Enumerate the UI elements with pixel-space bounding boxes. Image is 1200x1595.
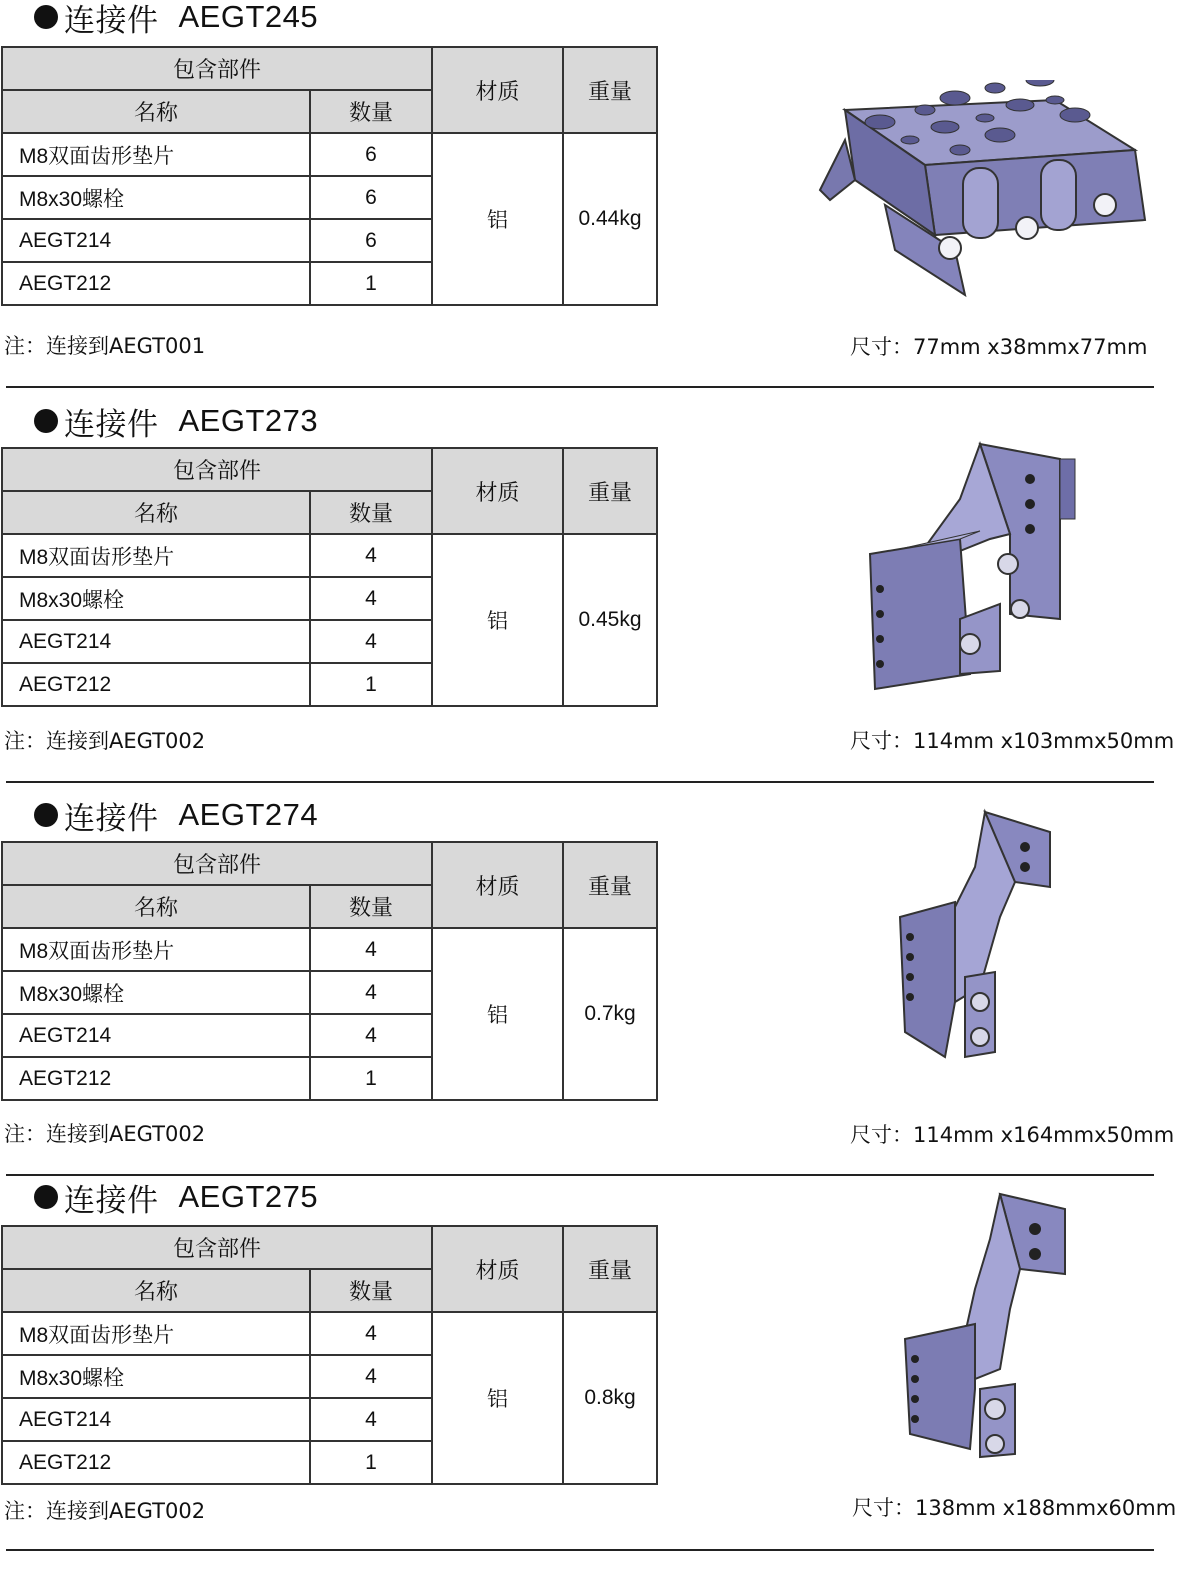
product-illustration-aegt274 bbox=[885, 807, 1065, 1067]
header-material: 材质 bbox=[432, 448, 563, 534]
header-included-parts: 包含部件 bbox=[2, 47, 432, 90]
header-qty: 数量 bbox=[310, 1269, 432, 1312]
part-name: AEGT212 bbox=[2, 262, 310, 305]
part-name: AEGT214 bbox=[2, 1398, 310, 1441]
section-title bbox=[34, 401, 318, 441]
header-name: 名称 bbox=[2, 491, 310, 534]
bullet-icon bbox=[34, 5, 58, 29]
weight-value: 0.45kg bbox=[563, 534, 657, 706]
section-divider bbox=[6, 1549, 1154, 1551]
product-illustration-aegt273 bbox=[860, 439, 1090, 694]
part-qty: 4 bbox=[310, 971, 432, 1014]
dimensions-text: 尺寸：138mm x188mmx60mm bbox=[852, 1496, 1177, 1520]
material-value: 铝 bbox=[432, 1312, 563, 1484]
part-qty: 4 bbox=[310, 1398, 432, 1441]
part-name: M8双面齿形垫片 bbox=[2, 928, 310, 971]
product-illustration-aegt245 bbox=[815, 80, 1155, 300]
header-material: 材质 bbox=[432, 1226, 563, 1312]
header-name: 名称 bbox=[2, 90, 310, 133]
title-prefix: 连接件 bbox=[64, 2, 159, 39]
table-row bbox=[2, 928, 657, 971]
parts-table bbox=[1, 1225, 658, 1485]
header-weight: 重量 bbox=[563, 1226, 657, 1312]
header-name: 名称 bbox=[2, 885, 310, 928]
section-title bbox=[34, 1177, 318, 1217]
table-row bbox=[2, 133, 657, 176]
section-title bbox=[34, 0, 318, 37]
part-name: AEGT214 bbox=[2, 219, 310, 262]
product-code: AEGT275 bbox=[178, 1179, 319, 1214]
header-qty: 数量 bbox=[310, 885, 432, 928]
part-name: M8双面齿形垫片 bbox=[2, 133, 310, 176]
part-qty: 4 bbox=[310, 577, 432, 620]
part-qty: 6 bbox=[310, 133, 432, 176]
header-included-parts: 包含部件 bbox=[2, 1226, 432, 1269]
header-weight: 重量 bbox=[563, 842, 657, 928]
material-value: 铝 bbox=[432, 133, 563, 305]
table-row bbox=[2, 1312, 657, 1355]
part-name: AEGT214 bbox=[2, 620, 310, 663]
part-name: AEGT212 bbox=[2, 663, 310, 706]
part-name: AEGT212 bbox=[2, 1441, 310, 1484]
header-included-parts: 包含部件 bbox=[2, 448, 432, 491]
part-qty: 4 bbox=[310, 1014, 432, 1057]
part-name: M8x30螺栓 bbox=[2, 176, 310, 219]
header-material: 材质 bbox=[432, 47, 563, 133]
part-name: M8双面齿形垫片 bbox=[2, 534, 310, 577]
product-code: AEGT273 bbox=[178, 403, 319, 438]
section-divider bbox=[6, 386, 1154, 388]
header-qty: 数量 bbox=[310, 90, 432, 133]
part-qty: 4 bbox=[310, 1312, 432, 1355]
part-qty: 1 bbox=[310, 1057, 432, 1100]
part-qty: 4 bbox=[310, 620, 432, 663]
material-value: 铝 bbox=[432, 534, 563, 706]
bullet-icon bbox=[34, 803, 58, 827]
weight-value: 0.7kg bbox=[563, 928, 657, 1100]
dimensions-text: 尺寸：77mm x38mmx77mm bbox=[850, 335, 1148, 359]
note-text: 注：连接到AEGT002 bbox=[4, 1122, 206, 1146]
part-qty: 1 bbox=[310, 262, 432, 305]
part-name: M8x30螺栓 bbox=[2, 971, 310, 1014]
note-text: 注：连接到AEGT001 bbox=[4, 334, 206, 358]
product-code: AEGT245 bbox=[178, 0, 319, 34]
part-qty: 6 bbox=[310, 219, 432, 262]
parts-table bbox=[1, 841, 658, 1101]
part-name: M8双面齿形垫片 bbox=[2, 1312, 310, 1355]
table-row bbox=[2, 534, 657, 577]
header-included-parts: 包含部件 bbox=[2, 842, 432, 885]
part-qty: 1 bbox=[310, 1441, 432, 1484]
section-title bbox=[34, 795, 318, 835]
header-weight: 重量 bbox=[563, 47, 657, 133]
header-qty: 数量 bbox=[310, 491, 432, 534]
section-divider bbox=[6, 1174, 1154, 1176]
weight-value: 0.8kg bbox=[563, 1312, 657, 1484]
bullet-icon bbox=[34, 409, 58, 433]
header-name: 名称 bbox=[2, 1269, 310, 1312]
part-qty: 4 bbox=[310, 534, 432, 577]
product-code: AEGT274 bbox=[178, 797, 319, 832]
material-value: 铝 bbox=[432, 928, 563, 1100]
parts-table bbox=[1, 447, 658, 707]
weight-value: 0.44kg bbox=[563, 133, 657, 305]
section-divider bbox=[6, 781, 1154, 783]
part-qty: 4 bbox=[310, 1355, 432, 1398]
part-name: AEGT212 bbox=[2, 1057, 310, 1100]
part-name: AEGT214 bbox=[2, 1014, 310, 1057]
part-qty: 4 bbox=[310, 928, 432, 971]
header-material: 材质 bbox=[432, 842, 563, 928]
dimensions-text: 尺寸：114mm x164mmx50mm bbox=[850, 1123, 1175, 1147]
part-qty: 1 bbox=[310, 663, 432, 706]
part-name: M8x30螺栓 bbox=[2, 577, 310, 620]
parts-table bbox=[1, 46, 658, 306]
title-prefix: 连接件 bbox=[64, 406, 159, 443]
product-illustration-aegt275 bbox=[895, 1189, 1085, 1459]
note-text: 注：连接到AEGT002 bbox=[4, 729, 206, 753]
part-name: M8x30螺栓 bbox=[2, 1355, 310, 1398]
bullet-icon bbox=[34, 1185, 58, 1209]
header-weight: 重量 bbox=[563, 448, 657, 534]
title-prefix: 连接件 bbox=[64, 800, 159, 837]
note-text: 注：连接到AEGT002 bbox=[4, 1499, 206, 1523]
dimensions-text: 尺寸：114mm x103mmx50mm bbox=[850, 729, 1175, 753]
title-prefix: 连接件 bbox=[64, 1182, 159, 1219]
part-qty: 6 bbox=[310, 176, 432, 219]
